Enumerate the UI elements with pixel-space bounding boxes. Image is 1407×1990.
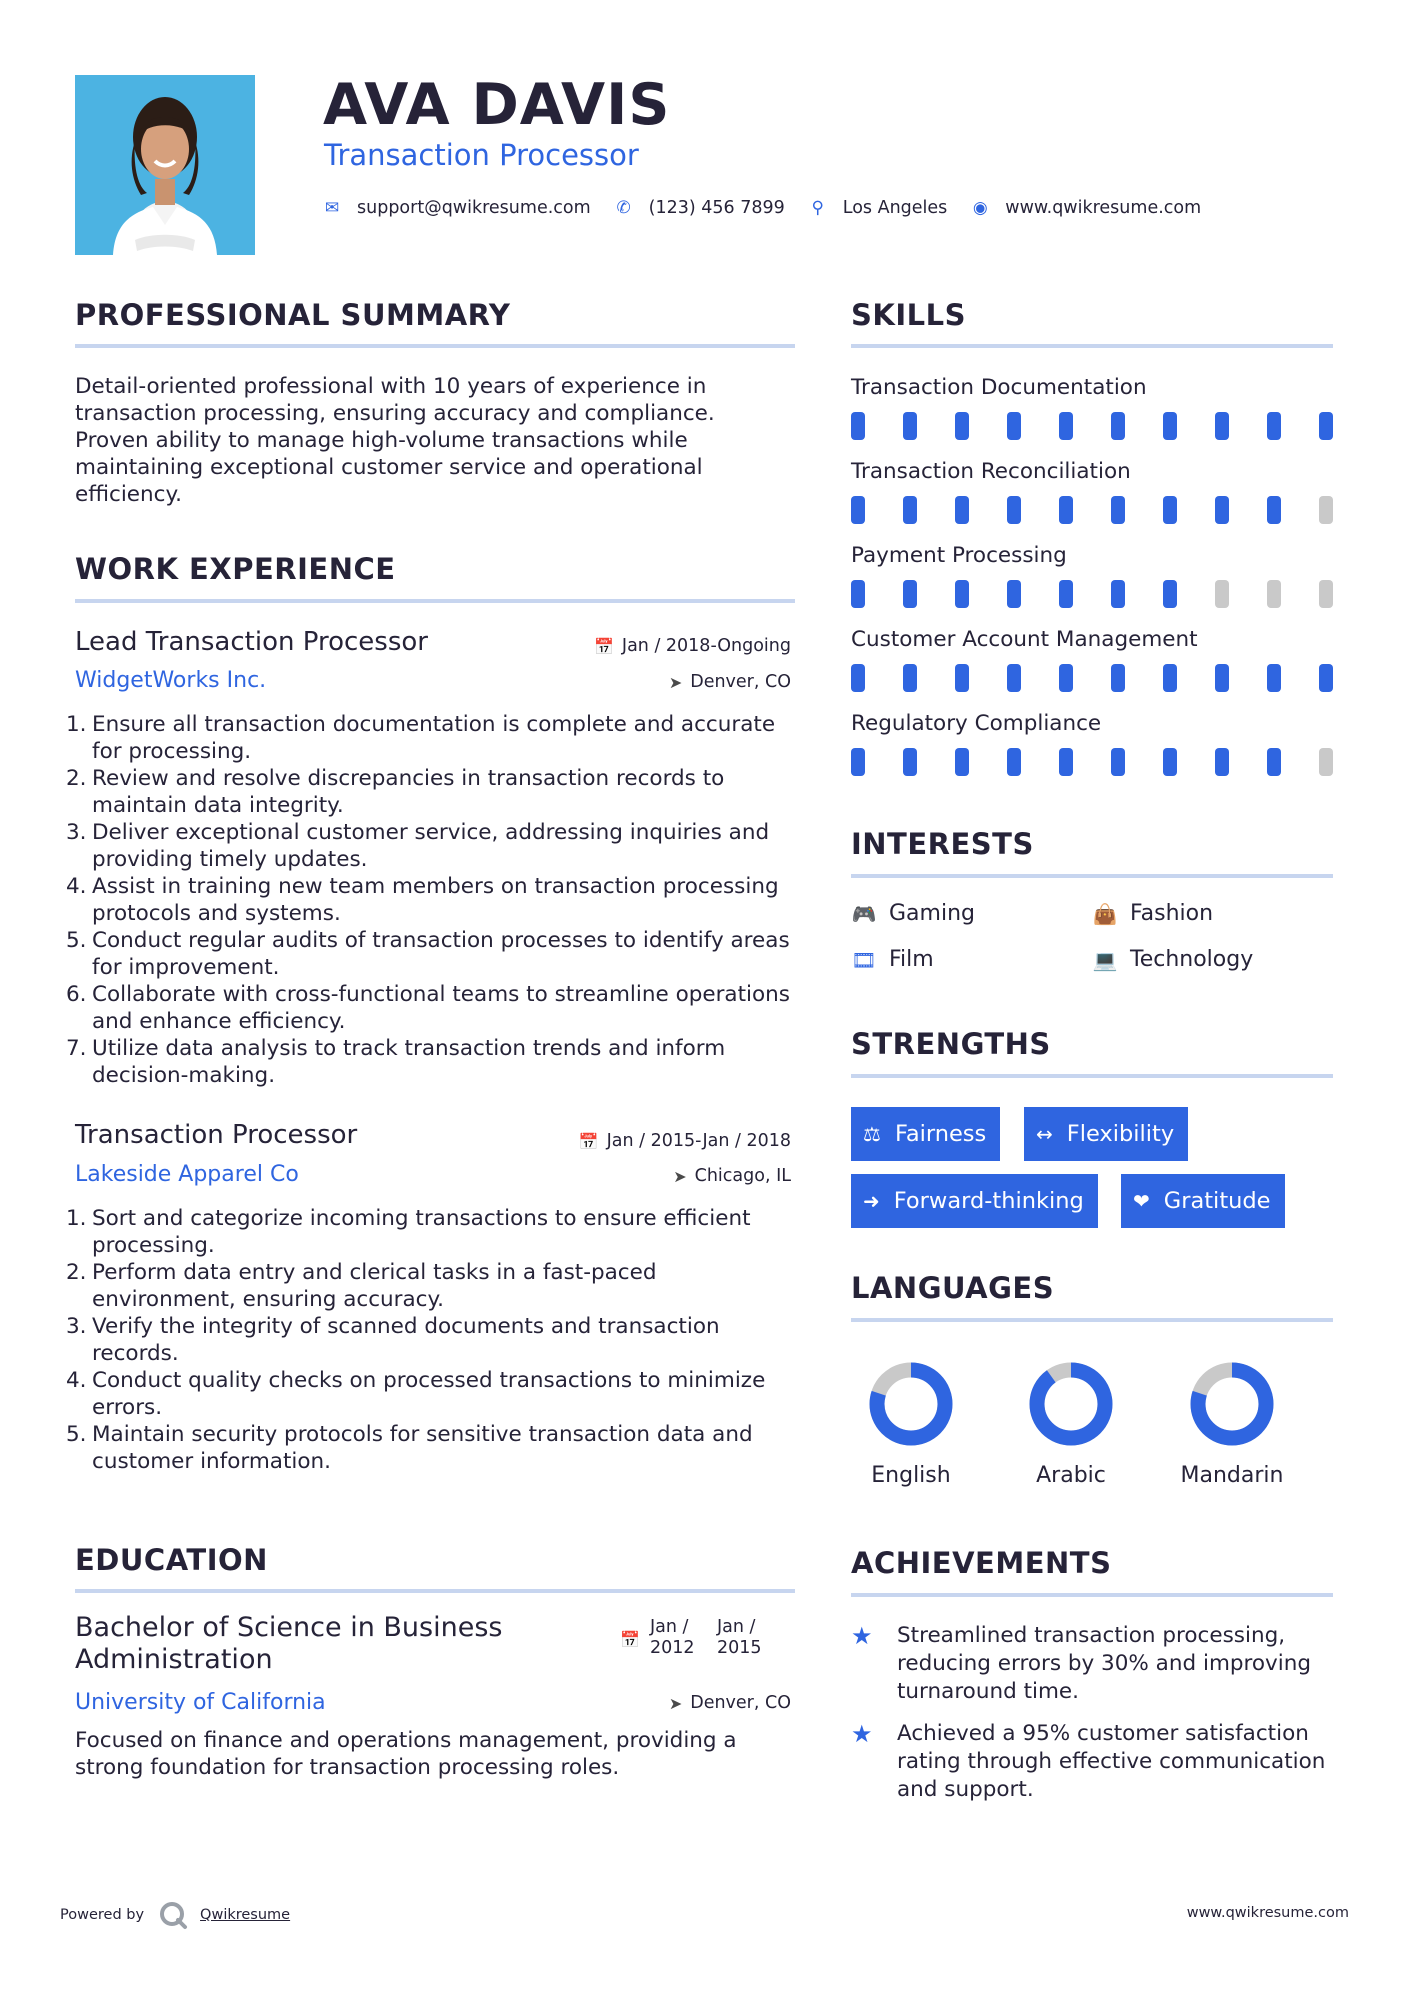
skill-rating	[851, 748, 1333, 776]
pushpin-icon: ➤	[668, 672, 683, 692]
strength-tag: ⚖ Fairness	[851, 1107, 1000, 1161]
skill-rating	[851, 664, 1333, 692]
language-proficiency-ring	[1026, 1359, 1116, 1449]
language-label: Mandarin	[1180, 1463, 1284, 1488]
job-location-text: Denver, CO	[690, 672, 791, 692]
skill-dot-filled	[955, 748, 969, 776]
edu-end-date: Jan / 2015	[717, 1617, 762, 1658]
map-pin-icon: ⚲	[811, 198, 824, 218]
edu-start-date: Jan / 2012	[650, 1617, 695, 1658]
skill-dot-filled	[1007, 664, 1021, 692]
ring-fill	[1037, 1370, 1105, 1438]
candidate-role: Transaction Processor	[324, 138, 639, 172]
edu-location	[500, 1693, 791, 1713]
skill-dot-filled	[851, 496, 865, 524]
calendar-icon: 📅	[620, 1630, 640, 1649]
brand-link[interactable]: Qwikresume	[200, 1907, 291, 1923]
pushpin-icon: ➤	[668, 1693, 683, 1713]
gamepad-icon: 🎮	[851, 901, 877, 926]
skill-dot-filled	[1215, 496, 1229, 524]
skill-dot-filled	[955, 496, 969, 524]
skill-dot-filled	[1163, 580, 1177, 608]
contact-bar	[323, 193, 1225, 223]
job-dates	[500, 636, 791, 656]
interest-item: 🎞 Film	[851, 947, 934, 972]
skill-dot-filled	[1319, 412, 1333, 440]
degree-title: Bachelor of Science in Business Administration	[75, 1612, 503, 1675]
job-company: Lakeside Apparel Co	[75, 1162, 299, 1187]
interest-item: 🎮 Gaming	[851, 901, 975, 926]
skill-dot-filled	[903, 748, 917, 776]
skill-dot-filled	[1267, 496, 1281, 524]
skill-dot-filled	[851, 412, 865, 440]
languages-heading: LANGUAGES	[851, 1271, 1055, 1305]
skill-dot-filled	[851, 664, 865, 692]
list-item: 4. Assist in training new team members on transaction processing protocols and systems.	[66, 874, 779, 926]
star-icon: ★	[851, 1622, 873, 1650]
laptop-icon: 💻	[1092, 947, 1118, 972]
language-proficiency-ring	[866, 1359, 956, 1449]
list-item: 7. Utilize data analysis to track transaction trends and inform decision-making.	[66, 1036, 726, 1088]
skill-name: Transaction Documentation	[851, 375, 1147, 400]
job-dates-text: Jan / 2018-Ongoing	[621, 636, 791, 656]
skill-dot-filled	[1267, 748, 1281, 776]
list-item: 2. Perform data entry and clerical tasks in a fast-paced environment, ensuring accuracy.	[66, 1260, 657, 1312]
skill-dot-filled	[1111, 412, 1125, 440]
skill-dot-filled	[1059, 412, 1073, 440]
skill-dot-filled	[1059, 748, 1073, 776]
list-item: 2. Review and resolve discrepancies in transaction records to maintain data integrity.	[66, 766, 725, 818]
skill-rating	[851, 412, 1333, 440]
strength-tag: ➜ Forward-thinking	[851, 1174, 1098, 1228]
interests-heading: INTERESTS	[851, 827, 1034, 861]
job-dates	[500, 1131, 791, 1151]
skill-dot-filled	[1007, 412, 1021, 440]
arrow-right-icon: ➜	[863, 1189, 880, 1213]
powered-by-text: Powered by	[60, 1907, 145, 1923]
skill-dot-filled	[903, 664, 917, 692]
skill-dot-filled	[1267, 664, 1281, 692]
list-item: 5. Maintain security protocols for sensitive transaction data and customer information.	[66, 1422, 753, 1474]
envelope-icon: ✉	[324, 198, 340, 218]
skill-dot-filled	[1163, 496, 1177, 524]
skill-dot-filled	[851, 748, 865, 776]
skill-rating	[851, 496, 1333, 524]
strength-tag: ❤ Gratitude	[1121, 1174, 1285, 1228]
strength-tag: ↔ Flexibility	[1024, 1107, 1188, 1161]
contact-phone[interactable]: (123) 456 7899	[648, 198, 785, 218]
skill-dot-filled	[903, 496, 917, 524]
skills-heading: SKILLS	[851, 298, 966, 332]
skill-name: Payment Processing	[851, 543, 1067, 568]
achievements-divider	[851, 1593, 1333, 1597]
contact-email[interactable]: support@qwikresume.com	[357, 198, 591, 218]
skill-dot-filled	[903, 412, 917, 440]
contact-location: Los Angeles	[842, 198, 948, 218]
arrows-horizontal-icon: ↔	[1036, 1122, 1053, 1146]
language-item	[1006, 1359, 1136, 1488]
job-location-text: Chicago, IL	[694, 1166, 791, 1186]
skill-rating	[851, 580, 1333, 608]
profile-photo	[75, 75, 255, 255]
footer-powered-by	[60, 1900, 290, 1930]
skill-dot-empty	[1215, 580, 1229, 608]
phone-icon: ✆	[616, 198, 631, 218]
list-item: 5. Conduct regular audits of transaction processes to identify areas for improvement.	[66, 928, 790, 980]
balance-scale-icon: ⚖	[863, 1122, 881, 1146]
language-item	[1167, 1359, 1297, 1488]
skill-dot-filled	[1111, 664, 1125, 692]
summary-text: Detail-oriented professional with 10 years of experience in transaction processing, ensuring accuracy and compliance. Proven ability to manage high-volume transactions while maintaining exceptional customer service and operational efficiency.	[75, 374, 715, 507]
calendar-icon: 📅	[593, 636, 614, 656]
skill-dot-filled	[1267, 412, 1281, 440]
skill-dot-filled	[1059, 664, 1073, 692]
skill-dot-filled	[1319, 664, 1333, 692]
skill-dot-filled	[1007, 748, 1021, 776]
skill-dot-filled	[1163, 412, 1177, 440]
skill-dot-filled	[851, 580, 865, 608]
list-item: 4. Conduct quality checks on processed transactions to minimize errors.	[66, 1368, 766, 1420]
strengths-heading: STRENGTHS	[851, 1027, 1051, 1061]
list-item: 3. Verify the integrity of scanned documents and transaction records.	[66, 1314, 720, 1366]
footer-website-link[interactable]: www.qwikresume.com	[1186, 1905, 1349, 1921]
work-divider	[75, 599, 795, 603]
strengths-divider	[851, 1074, 1333, 1078]
language-proficiency-ring	[1187, 1359, 1277, 1449]
job-location	[500, 1166, 791, 1186]
list-item: 3. Deliver exceptional customer service, addressing inquiries and providing timely updates.	[66, 820, 770, 872]
list-item: 1. Sort and categorize incoming transactions to ensure efficient processing.	[66, 1206, 751, 1258]
list-item: 1. Ensure all transaction documentation is complete and accurate for processing.	[66, 712, 776, 764]
language-label: Arabic	[1036, 1463, 1106, 1488]
summary-divider	[75, 344, 795, 348]
education-description: Focused on finance and operations management, providing a strong foundation for transaction processing roles.	[75, 1728, 737, 1780]
skill-dot-filled	[1059, 580, 1073, 608]
skill-dot-filled	[903, 580, 917, 608]
job-title: Lead Transaction Processor	[75, 627, 428, 657]
skill-name: Regulatory Compliance	[851, 711, 1102, 736]
summary-heading: PROFESSIONAL SUMMARY	[75, 298, 511, 332]
job-location	[500, 672, 791, 692]
calendar-icon-wrap	[620, 1630, 650, 1649]
calendar-icon: 📅	[578, 1131, 599, 1151]
education-divider	[75, 1589, 795, 1593]
work-heading: WORK EXPERIENCE	[75, 552, 396, 586]
language-item	[846, 1359, 976, 1488]
candidate-name: AVA DAVIS	[323, 72, 671, 138]
job-company: WidgetWorks Inc.	[75, 668, 267, 693]
skill-dot-filled	[955, 664, 969, 692]
interests-divider	[851, 874, 1333, 878]
job-title: Transaction Processor	[75, 1120, 358, 1150]
skill-name: Customer Account Management	[851, 627, 1198, 652]
skill-name: Transaction Reconciliation	[851, 459, 1131, 484]
job-duties-list	[66, 711, 806, 1089]
skill-dot-filled	[1163, 748, 1177, 776]
portrait-illustration	[75, 75, 255, 255]
skill-dot-filled	[1111, 496, 1125, 524]
skill-dot-filled	[955, 412, 969, 440]
skill-dot-filled	[1007, 580, 1021, 608]
achievement-item: ★ Streamlined transaction processing, reducing errors by 30% and improving turnaround time.	[851, 1622, 1312, 1704]
skill-dot-empty	[1267, 580, 1281, 608]
contact-website[interactable]: www.qwikresume.com	[1005, 198, 1202, 218]
skill-dot-filled	[1215, 664, 1229, 692]
shopping-bag-icon: 👜	[1092, 901, 1118, 926]
skill-dot-filled	[1163, 664, 1177, 692]
achievement-item: ★ Achieved a 95% customer satisfaction rating through effective communication and support.	[851, 1720, 1326, 1802]
education-heading: EDUCATION	[75, 1543, 268, 1577]
skill-dot-filled	[1215, 412, 1229, 440]
skill-dot-filled	[1059, 496, 1073, 524]
achievements-heading: ACHIEVEMENTS	[851, 1546, 1112, 1580]
skill-dot-filled	[1111, 748, 1125, 776]
skill-dot-empty	[1319, 580, 1333, 608]
language-label: English	[871, 1463, 951, 1488]
globe-icon: ◉	[972, 198, 988, 218]
skill-dot-filled	[955, 580, 969, 608]
skill-dot-empty	[1319, 496, 1333, 524]
film-icon: 🎞	[851, 947, 877, 972]
edu-location-text: Denver, CO	[690, 1693, 791, 1713]
heart-icon: ❤	[1133, 1189, 1150, 1213]
job-dates-text: Jan / 2015-Jan / 2018	[606, 1131, 791, 1151]
skills-divider	[851, 344, 1333, 348]
skill-dot-filled	[1111, 580, 1125, 608]
star-icon: ★	[851, 1720, 873, 1748]
qwikresume-logo-icon	[158, 1900, 188, 1930]
languages-divider	[851, 1318, 1333, 1322]
school-name: University of California	[75, 1690, 326, 1715]
skill-dot-filled	[1007, 496, 1021, 524]
interest-item: 💻 Technology	[1092, 947, 1254, 972]
skill-dot-filled	[1215, 748, 1229, 776]
interest-item: 👜 Fashion	[1092, 901, 1214, 926]
skill-dot-empty	[1319, 748, 1333, 776]
job-duties-list	[66, 1205, 806, 1475]
list-item: 6. Collaborate with cross-functional teams to streamline operations and enhance efficiency.	[66, 982, 790, 1034]
pushpin-icon: ➤	[673, 1166, 687, 1186]
